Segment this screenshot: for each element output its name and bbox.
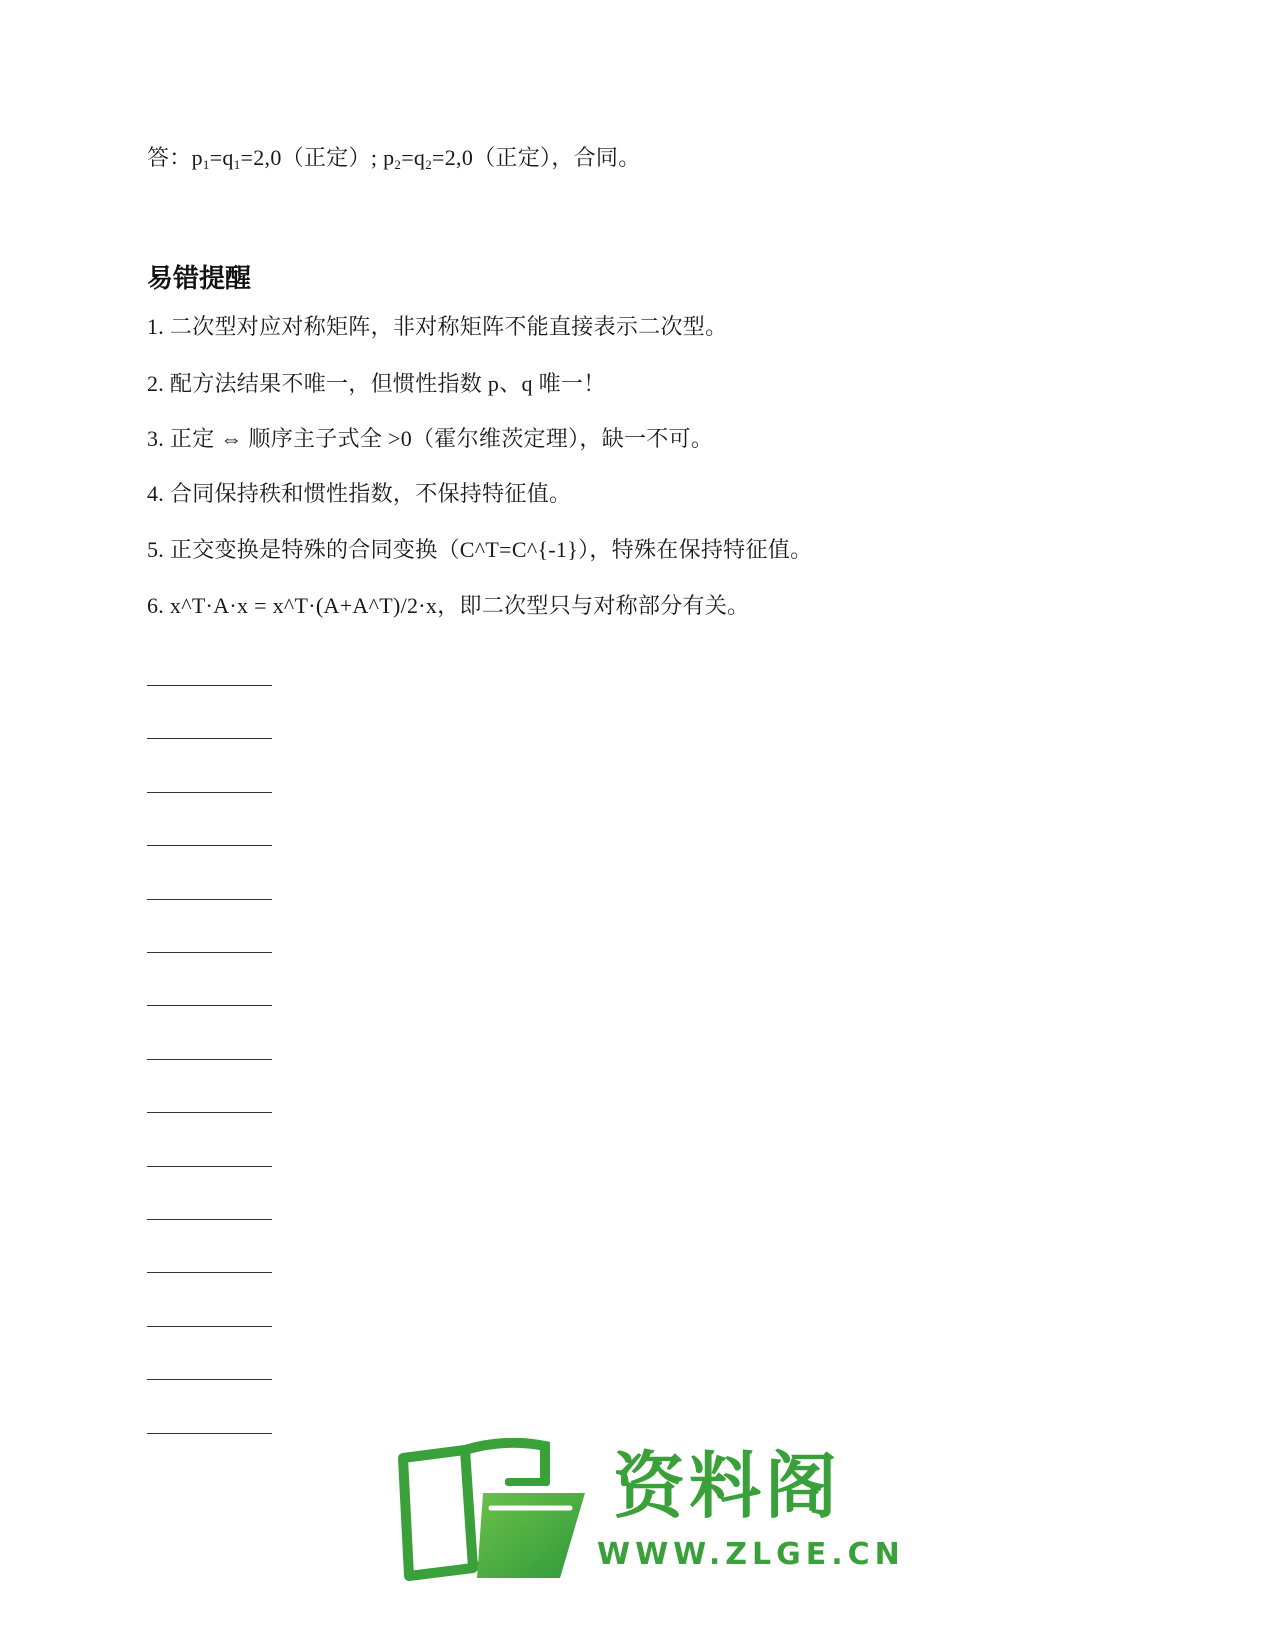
blank-rule <box>147 1112 272 1113</box>
open-book-icon <box>395 1438 595 1583</box>
logo-name: 资料阁 <box>613 1444 842 1528</box>
subscript: 1 <box>233 157 241 172</box>
blank-rule <box>147 1379 272 1380</box>
answer-text: =q <box>209 145 234 170</box>
blank-rule <box>147 899 272 900</box>
tip-item-1: 1. 二次型对应对称矩阵，非对称矩阵不能直接表示二次型。 <box>147 314 728 339</box>
blank-rule <box>147 738 272 739</box>
blank-rule <box>147 1326 272 1327</box>
blank-rule <box>147 792 272 793</box>
logo-url: WWW.ZLGE.CN <box>597 1537 905 1572</box>
section-heading: 易错提醒 <box>147 264 252 294</box>
blank-rule <box>147 1166 272 1167</box>
blank-rule <box>147 952 272 953</box>
blank-rule <box>147 1433 272 1434</box>
blank-rule <box>147 1272 272 1273</box>
blank-rule <box>147 845 272 846</box>
tip-item-6: 6. x^T·A·x = x^T·(A+A^T)/2·x，即二次型只与对称部分有关。 <box>147 593 750 618</box>
answer-text: =2,0（正定）; p <box>240 145 395 170</box>
blank-rule <box>147 1059 272 1060</box>
answer-text: =q <box>401 145 426 170</box>
answer-line <box>147 143 641 180</box>
answer-text: 答：p <box>147 145 203 170</box>
blank-rule <box>147 1005 272 1006</box>
zlge-logo <box>395 1438 905 1588</box>
tip-item-2: 2. 配方法结果不唯一，但惯性指数 p、q 唯一！ <box>147 371 606 396</box>
blank-rule <box>147 1219 272 1220</box>
subscript: 2 <box>425 157 433 172</box>
subscript: 2 <box>394 157 402 172</box>
answer-text: =2,0（正定），合同。 <box>432 145 641 170</box>
tip-item-5: 5. 正交变换是特殊的合同变换（C^T=C^{-1}），特殊在保持特征值。 <box>147 537 813 562</box>
tip-item-3: 3. 正定 ⇔ 顺序主子式全 >0（霍尔维茨定理），缺一不可。 <box>147 426 714 451</box>
subscript: 1 <box>202 157 210 172</box>
tip-item-4: 4. 合同保持秩和惯性指数，不保持特征值。 <box>147 481 572 506</box>
blank-rule <box>147 685 272 686</box>
